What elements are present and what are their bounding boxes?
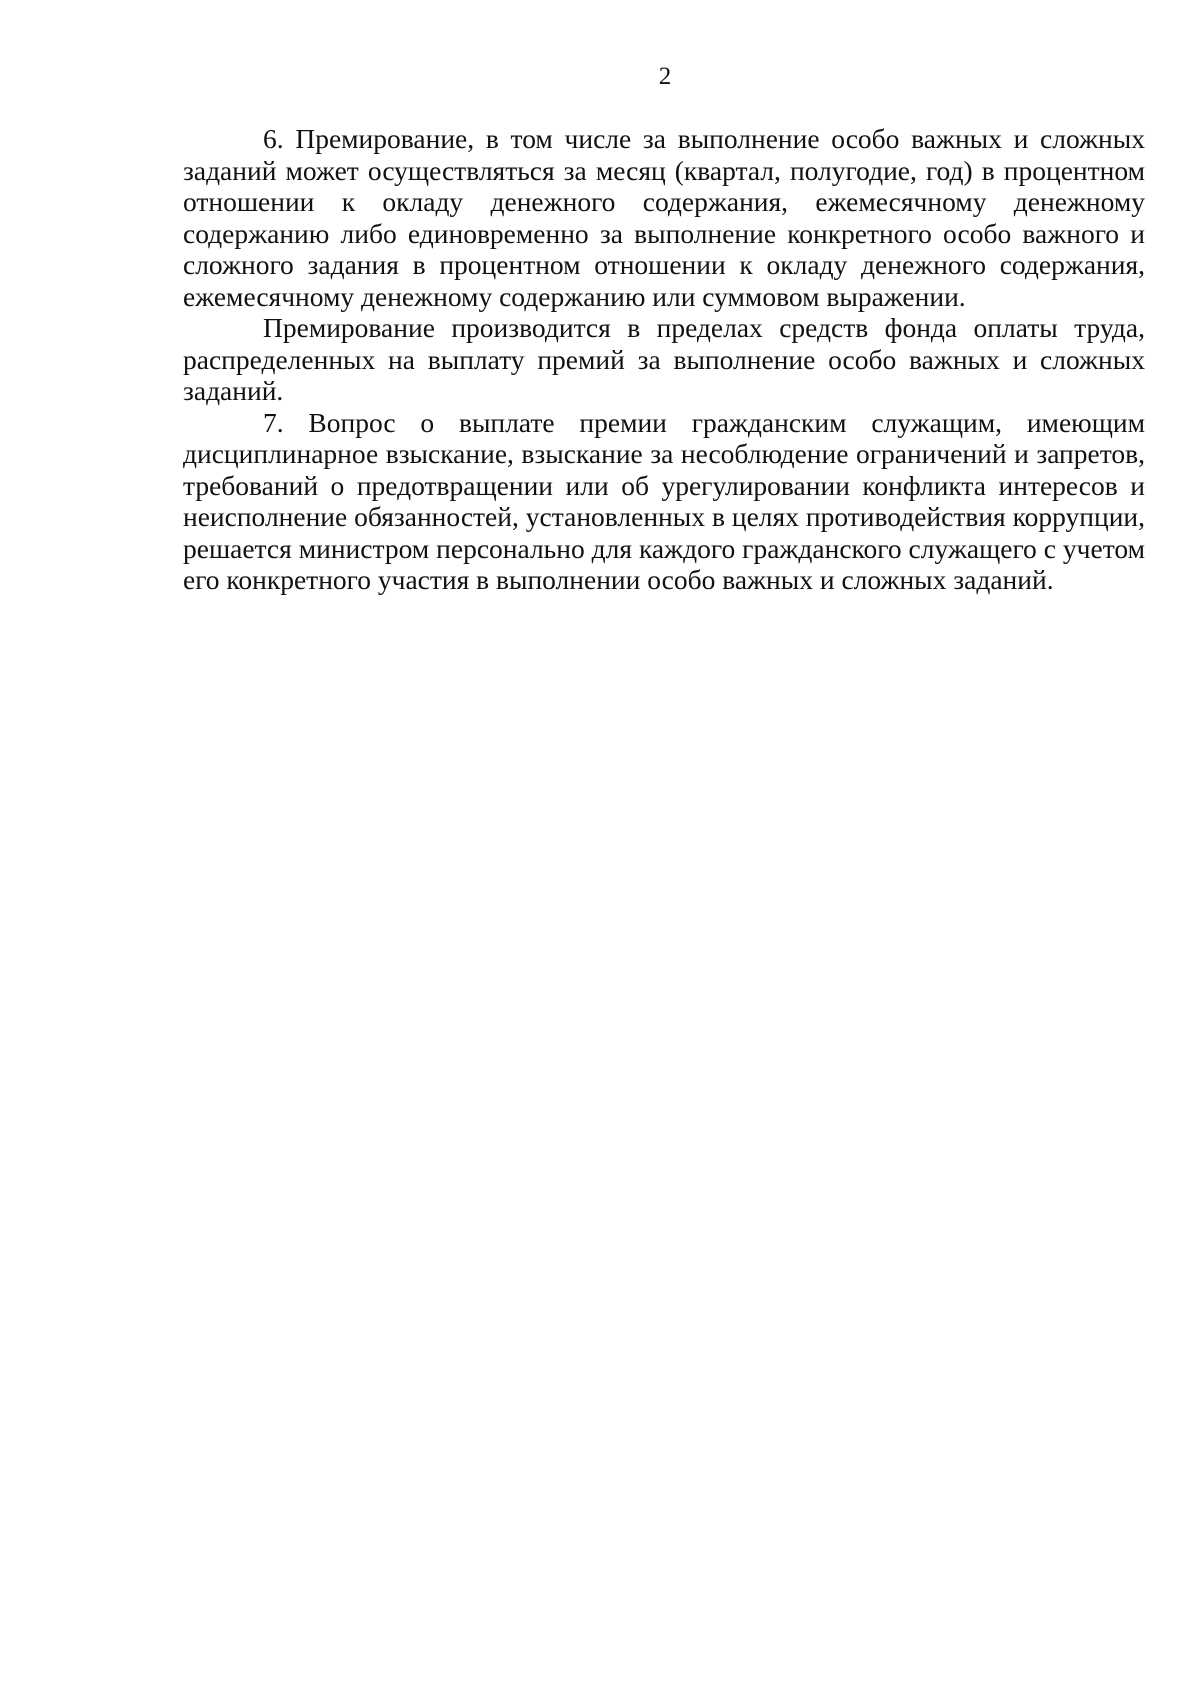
paragraph-bonus-funding: Премирование производится в пределах средств фонда оплаты труда, распределенных на выплату премий за выполнение особо важных и сложных заданий. xyxy=(183,312,1145,406)
document-body xyxy=(183,123,1145,596)
page-number: 2 xyxy=(658,63,672,90)
paragraph-7-disciplinary-bonus: 7. Вопрос о выплате премии гражданским служащим, имеющим дисциплинарное взыскание, взыскание за несоблюдение ограничений и запретов, требований о предотвращении или об урегулировании конфликта интересов и неисполнение обязанностей, установленных в целях противодействия коррупции, решается министром персонально для каждого гражданского служащего с учетом его конкретного участия в выполнении особо важных и сложных заданий. xyxy=(183,406,1145,595)
paragraph-6-bonus-terms: 6. Премирование, в том числе за выполнение особо важных и сложных заданий может осуществляться за месяц (квартал, полугодие, год) в процентном отношении к окладу денежного содержания, ежемесячному денежному содержанию либо единовременно за выполнение конкретного особо важного и сложного задания в процентном отношении к окладу денежного содержания, ежемесячному денежному содержанию или суммовом выражении. xyxy=(183,123,1145,312)
